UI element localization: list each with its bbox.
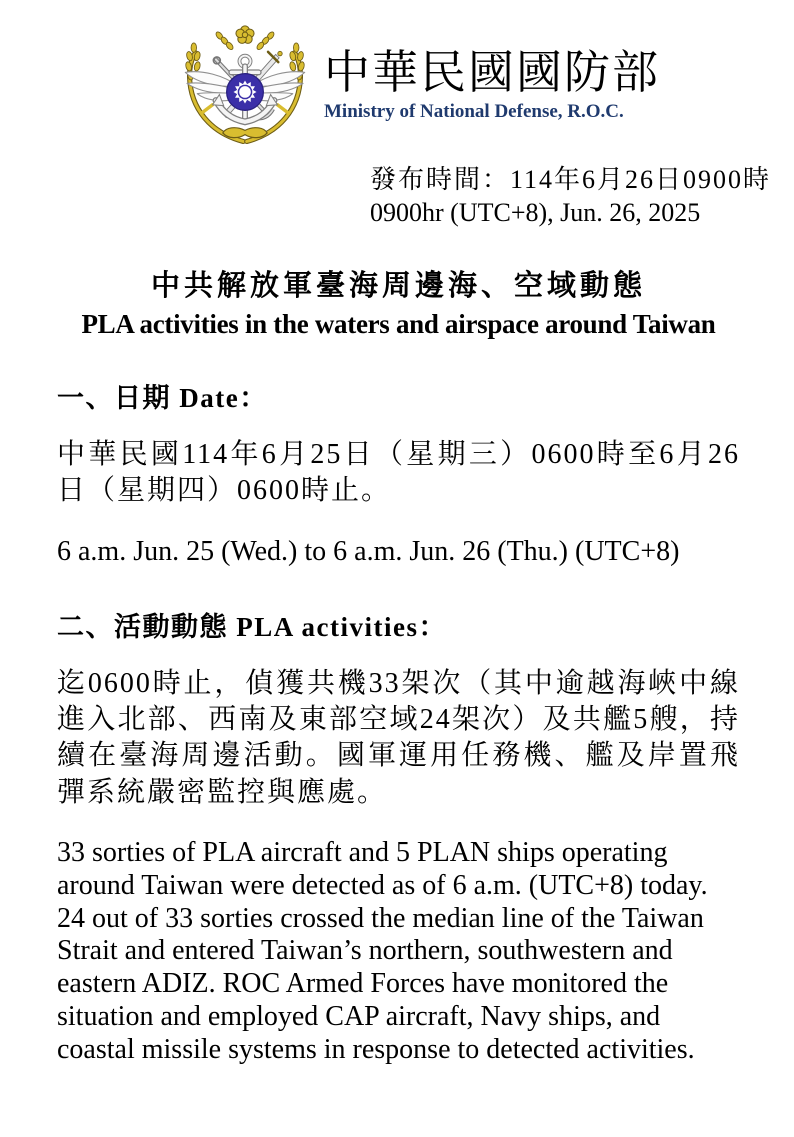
plum-blossom-icon bbox=[236, 26, 254, 43]
date-paragraph-en: 6 a.m. Jun. 25 (Wed.) to 6 a.m. Jun. 26 (Thu.) (UTC+8) bbox=[57, 535, 680, 567]
section-activities-heading: 二、活動動態 PLA activities： bbox=[57, 611, 447, 642]
date-paragraph-zh: 中華民國114年6月25日（星期三）0600時至6月26日（星期四）0600時止。 bbox=[57, 439, 740, 507]
section-date-heading: 一、日期 Date： bbox=[57, 383, 268, 413]
release-time-en: 0900hr (UTC+8), Jun. 26, 2025 bbox=[370, 197, 701, 227]
ribbon-knot-icon bbox=[223, 128, 267, 138]
document-body bbox=[0, 263, 794, 1066]
document-title-en: PLA activities in the waters and airspace around Taiwan bbox=[81, 309, 716, 339]
document-title-zh: 中共解放軍臺海周邊海、空域動態 bbox=[150, 270, 646, 302]
document-page bbox=[0, 22, 794, 1137]
section-date bbox=[57, 376, 740, 569]
activities-paragraph-zh: 迄0600時止，偵獲共機33架次（其中逾越海峽中線進入北部、西南及東部空域24架次）及共艦5艘，持續在臺海周邊活動。國軍運用任務機、艦及岸置飛彈系統嚴密監控與應處。 bbox=[57, 667, 740, 808]
release-time-zh: 發布時間：114年6月26日0900時 bbox=[370, 165, 772, 194]
mnd-emblem-logo bbox=[176, 22, 314, 150]
section-activities bbox=[57, 605, 740, 1067]
header bbox=[176, 22, 794, 150]
activities-paragraph-en: 33 sorties of PLA aircraft and 5 PLAN ships operating around Taiwan were detected as of 6 a.m. (UTC+8) today. 24 out of 33 sorties crossed the median line of the Taiwan Strait and entered Taiwan’s northern, southwestern and eastern ADIZ. ROC Armed Forces have monitored the situation and employed CAP aircraft, Navy ships, and coastal missile systems in response to detected activities. bbox=[57, 837, 708, 1065]
org-name-en: Ministry of National Defense, R.O.C. bbox=[324, 100, 624, 122]
document-title bbox=[57, 263, 740, 340]
org-name-zh: 中華民國國防部 bbox=[324, 47, 660, 99]
naval-sun-disc bbox=[227, 74, 264, 111]
org-names bbox=[324, 49, 660, 122]
release-time bbox=[370, 164, 794, 229]
